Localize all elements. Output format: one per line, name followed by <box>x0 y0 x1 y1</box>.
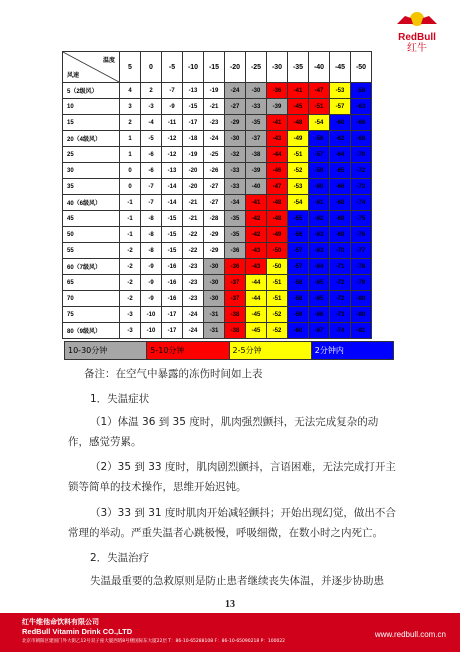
windchill-cell: -26 <box>204 163 225 179</box>
windchill-cell: -32 <box>225 147 246 163</box>
windchill-cell: -77 <box>351 243 372 259</box>
windchill-cell: -42 <box>246 227 267 243</box>
windchill-cell: -60 <box>330 115 351 131</box>
windchill-cell: -72 <box>351 163 372 179</box>
windchill-cell: -51 <box>267 291 288 307</box>
windchill-cell: -13 <box>162 163 183 179</box>
windchill-cell: -58 <box>288 275 309 291</box>
windchill-cell: -41 <box>246 195 267 211</box>
windchill-cell: -18 <box>183 131 204 147</box>
windchill-cell: -68 <box>330 195 351 211</box>
wind-speed-cell: 50 <box>63 227 120 243</box>
windchill-cell: -20 <box>183 163 204 179</box>
windchill-cell: -24 <box>204 131 225 147</box>
wind-speed-cell: 40（6级风） <box>63 195 120 211</box>
windchill-cell: -51 <box>309 99 330 115</box>
windchill-cell: -22 <box>183 243 204 259</box>
windchill-cell: -7 <box>141 195 162 211</box>
windchill-cell: -44 <box>267 147 288 163</box>
windchill-cell: -45 <box>288 99 309 115</box>
windchill-cell: -36 <box>267 83 288 99</box>
windchill-cell: -8 <box>141 211 162 227</box>
windchill-cell: -16 <box>162 259 183 275</box>
legend-item: 5-10分钟 <box>147 342 229 359</box>
windchill-cell: -23 <box>204 115 225 131</box>
table-row <box>63 99 372 115</box>
windchill-cell: -17 <box>162 307 183 323</box>
temp-header-cell: 5 <box>120 52 141 83</box>
windchill-cell: -53 <box>288 179 309 195</box>
windchill-cell: -65 <box>330 163 351 179</box>
windchill-cell: -47 <box>309 83 330 99</box>
windchill-cell: -38 <box>246 147 267 163</box>
windchill-cell: -49 <box>267 227 288 243</box>
windchill-cell: -36 <box>225 259 246 275</box>
windchill-cell: -52 <box>267 307 288 323</box>
windchill-cell: -52 <box>288 163 309 179</box>
windchill-cell: -35 <box>246 115 267 131</box>
windchill-cell: -19 <box>204 83 225 99</box>
windchill-cell: -16 <box>162 275 183 291</box>
windchill-cell: -29 <box>204 243 225 259</box>
windchill-cell: 2 <box>120 115 141 131</box>
windchill-cell: -15 <box>162 211 183 227</box>
paragraph: （3）33 到 31 度时肌肉开始减轻颤抖；开始出现幻觉，做出不合常理的举动。严重失温者心跳极慢，呼吸细微，在数小时之内死亡。 <box>68 507 396 539</box>
windchill-cell: -57 <box>309 147 330 163</box>
windchill-cell: -54 <box>309 115 330 131</box>
windchill-cell: -80 <box>351 291 372 307</box>
windchill-cell: -58 <box>288 291 309 307</box>
legend-item: 2-5分钟 <box>230 342 312 359</box>
logo-brand: RedBull <box>398 32 436 43</box>
windchill-cell: -46 <box>267 163 288 179</box>
table-row <box>63 275 372 291</box>
windchill-cell: -2 <box>120 291 141 307</box>
windchill-cell: -42 <box>246 211 267 227</box>
windchill-cell: -43 <box>246 259 267 275</box>
windchill-cell: -52 <box>267 323 288 339</box>
wind-speed-cell: 70 <box>63 291 120 307</box>
windchill-cell: -74 <box>330 323 351 339</box>
windchill-cell: -3 <box>120 307 141 323</box>
redbull-logo <box>388 8 446 54</box>
table-row <box>63 131 372 147</box>
legend-item: 2分钟内 <box>312 342 393 359</box>
windchill-cell: -65 <box>309 275 330 291</box>
windchill-cell: -62 <box>309 211 330 227</box>
footer-company-cn: 红牛维他命饮料有限公司 <box>22 618 99 626</box>
windchill-cell: -37 <box>246 131 267 147</box>
windchill-cell: -63 <box>351 99 372 115</box>
windchill-cell: -9 <box>141 291 162 307</box>
windchill-cell: -50 <box>267 259 288 275</box>
wind-speed-cell: 55 <box>63 243 120 259</box>
windchill-cell: -44 <box>246 275 267 291</box>
windchill-cell: -2 <box>120 243 141 259</box>
windchill-cell: -69 <box>330 211 351 227</box>
windchill-cell: -76 <box>351 227 372 243</box>
temp-header-cell: -5 <box>162 52 183 83</box>
windchill-cell: -1 <box>120 195 141 211</box>
windchill-cell: -10 <box>141 323 162 339</box>
windchill-cell: -66 <box>330 179 351 195</box>
windchill-cell: -33 <box>225 179 246 195</box>
windchill-cell: -14 <box>162 195 183 211</box>
wind-speed-cell: 45 <box>63 211 120 227</box>
windchill-cell: 3 <box>120 99 141 115</box>
footer-website[interactable]: www.redbull.com.cn <box>374 630 446 639</box>
windchill-cell: -48 <box>267 195 288 211</box>
paragraph: （1）体温 36 到 35 度时，肌肉强烈颤抖，无法完成复杂的动作，感觉劳累。 <box>68 416 379 448</box>
windchill-cell: -21 <box>183 211 204 227</box>
table-row <box>63 83 372 99</box>
windchill-cell: -47 <box>267 179 288 195</box>
windchill-cell: -7 <box>162 83 183 99</box>
header-temp: 温度 <box>102 58 115 64</box>
wind-speed-cell: 80（9级风） <box>63 323 120 339</box>
windchill-cell: -33 <box>246 99 267 115</box>
windchill-cell: -54 <box>288 195 309 211</box>
windchill-cell: -34 <box>225 195 246 211</box>
windchill-cell: -17 <box>162 323 183 339</box>
windchill-cell: -59 <box>288 307 309 323</box>
windchill-cell: -30 <box>204 275 225 291</box>
windchill-cell: -10 <box>141 307 162 323</box>
windchill-cell: -23 <box>183 275 204 291</box>
windchill-cell: -50 <box>267 243 288 259</box>
wind-speed-cell: 60（7级风） <box>63 259 120 275</box>
temp-header-cell: -30 <box>267 52 288 83</box>
windchill-cell: -69 <box>330 227 351 243</box>
windchill-cell: -58 <box>351 83 372 99</box>
wind-speed-cell: 35 <box>63 179 120 195</box>
footer-company-en: RedBull Vitamin Drink CO.,LTD <box>22 627 133 636</box>
windchill-cell: 0 <box>120 179 141 195</box>
windchill-cell: -31 <box>204 307 225 323</box>
windchill-cell: -70 <box>351 147 372 163</box>
paragraph: 失温最重要的急救原则是防止患者继续丧失体温，并逐步协助患 <box>90 575 384 587</box>
windchill-cell: -45 <box>246 323 267 339</box>
temp-header-cell: -20 <box>225 52 246 83</box>
windchill-cell: -27 <box>225 99 246 115</box>
table-corner <box>63 52 120 83</box>
windchill-cell: -6 <box>141 147 162 163</box>
page-number: 13 <box>225 599 235 610</box>
windchill-cell: -48 <box>288 115 309 131</box>
windchill-cell: -43 <box>267 131 288 147</box>
temp-header-cell: -45 <box>330 52 351 83</box>
windchill-cell: -33 <box>225 163 246 179</box>
windchill-cell: 2 <box>141 83 162 99</box>
windchill-cell: -75 <box>351 211 372 227</box>
windchill-cell: -30 <box>204 259 225 275</box>
windchill-cell: -20 <box>183 179 204 195</box>
windchill-cell: -15 <box>183 99 204 115</box>
table-row <box>63 227 372 243</box>
table-row <box>63 323 372 339</box>
windchill-cell: -12 <box>162 147 183 163</box>
table-row <box>63 179 372 195</box>
windchill-cell: -21 <box>204 99 225 115</box>
windchill-cell: -38 <box>225 307 246 323</box>
windchill-cell: -59 <box>309 163 330 179</box>
windchill-cell: -39 <box>246 163 267 179</box>
windchill-cell: -72 <box>330 291 351 307</box>
temp-header-cell: -25 <box>246 52 267 83</box>
table-row <box>63 243 372 259</box>
windchill-cell: 1 <box>120 147 141 163</box>
windchill-cell: 4 <box>120 83 141 99</box>
windchill-cell: -11 <box>162 115 183 131</box>
windchill-cell: -9 <box>162 99 183 115</box>
windchill-cell: -74 <box>351 195 372 211</box>
windchill-cell: -66 <box>309 307 330 323</box>
windchill-table <box>62 51 372 339</box>
windchill-cell: -55 <box>288 211 309 227</box>
windchill-cell: -30 <box>246 83 267 99</box>
windchill-cell: -66 <box>351 115 372 131</box>
windchill-cell: -73 <box>330 307 351 323</box>
windchill-cell: -19 <box>183 147 204 163</box>
windchill-cell: -70 <box>330 243 351 259</box>
heading-symptoms: 1．失温症状 <box>90 393 150 405</box>
logo-cn: 红牛 <box>407 43 427 54</box>
windchill-cell: -15 <box>162 227 183 243</box>
windchill-cell: -53 <box>330 83 351 99</box>
windchill-cell: -67 <box>309 323 330 339</box>
windchill-cell: -6 <box>141 163 162 179</box>
windchill-cell: -57 <box>288 243 309 259</box>
windchill-cell: -51 <box>267 275 288 291</box>
windchill-cell: -36 <box>225 243 246 259</box>
wind-speed-cell: 25 <box>63 147 120 163</box>
windchill-cell: -22 <box>183 227 204 243</box>
temp-header-cell: -15 <box>204 52 225 83</box>
windchill-cell: -12 <box>162 131 183 147</box>
legend-item: 10-30分钟 <box>65 342 147 359</box>
windchill-cell: -56 <box>288 227 309 243</box>
windchill-cell: -7 <box>141 179 162 195</box>
windchill-cell: -4 <box>141 115 162 131</box>
table-row <box>63 291 372 307</box>
windchill-cell: -61 <box>309 195 330 211</box>
footer <box>0 613 460 652</box>
windchill-cell: -62 <box>330 131 351 147</box>
wind-speed-cell: 15 <box>63 115 120 131</box>
table-row <box>63 259 372 275</box>
windchill-cell: -37 <box>225 291 246 307</box>
windchill-cell: -3 <box>141 99 162 115</box>
wind-speed-cell: 10 <box>63 99 120 115</box>
legend <box>64 341 394 360</box>
windchill-cell: -28 <box>204 211 225 227</box>
windchill-cell: -17 <box>183 115 204 131</box>
temp-header-cell: -35 <box>288 52 309 83</box>
windchill-cell: -1 <box>120 227 141 243</box>
wind-speed-cell: 30 <box>63 163 120 179</box>
windchill-cell: -21 <box>183 195 204 211</box>
windchill-cell: 1 <box>120 131 141 147</box>
windchill-cell: -29 <box>225 115 246 131</box>
windchill-cell: -80 <box>351 307 372 323</box>
windchill-cell: -9 <box>141 275 162 291</box>
windchill-cell: -73 <box>351 179 372 195</box>
heading-treatment: 2．失温治疗 <box>90 552 150 564</box>
windchill-cell: -49 <box>288 131 309 147</box>
windchill-cell: -2 <box>120 259 141 275</box>
windchill-cell: -15 <box>162 243 183 259</box>
windchill-cell: -64 <box>309 259 330 275</box>
temp-header-cell: -40 <box>309 52 330 83</box>
windchill-cell: -8 <box>141 243 162 259</box>
windchill-cell: -64 <box>330 147 351 163</box>
temp-header-cell: -10 <box>183 52 204 83</box>
windchill-cell: -41 <box>288 83 309 99</box>
windchill-cell: -8 <box>141 227 162 243</box>
windchill-cell: -63 <box>309 243 330 259</box>
windchill-cell: -38 <box>225 323 246 339</box>
wind-speed-cell: 65 <box>63 275 120 291</box>
wind-speed-cell: 5（2级风） <box>63 83 120 99</box>
windchill-cell: -3 <box>120 323 141 339</box>
windchill-cell: -24 <box>183 323 204 339</box>
header-wind: 风速 <box>67 73 80 79</box>
table-row <box>63 163 372 179</box>
windchill-cell: -78 <box>351 259 372 275</box>
windchill-cell: -29 <box>204 227 225 243</box>
wind-speed-cell: 20（4级风） <box>63 131 120 147</box>
windchill-cell: -24 <box>225 83 246 99</box>
windchill-cell: -60 <box>288 323 309 339</box>
windchill-cell: -27 <box>204 195 225 211</box>
windchill-cell: -16 <box>162 291 183 307</box>
windchill-cell: -65 <box>309 291 330 307</box>
windchill-cell: -43 <box>246 243 267 259</box>
windchill-cell: -25 <box>204 147 225 163</box>
bull-logo-icon <box>395 8 439 32</box>
table-row <box>63 195 372 211</box>
windchill-cell: -13 <box>183 83 204 99</box>
paragraph: （2）35 到 33 度时，肌肉剧烈颤抖，言语困难，无法完成打开主锁等简单的技术操作，思维开始迟钝。 <box>68 461 396 493</box>
windchill-cell: -35 <box>225 227 246 243</box>
windchill-cell: -41 <box>267 115 288 131</box>
windchill-cell: 0 <box>120 163 141 179</box>
temp-header-cell: 0 <box>141 52 162 83</box>
windchill-cell: -24 <box>183 307 204 323</box>
table-row <box>63 147 372 163</box>
windchill-cell: -9 <box>141 259 162 275</box>
windchill-cell: -30 <box>204 291 225 307</box>
windchill-cell: -60 <box>309 179 330 195</box>
temp-header-cell: -50 <box>351 52 372 83</box>
windchill-cell: -71 <box>330 259 351 275</box>
table-row <box>63 115 372 131</box>
windchill-cell: -81 <box>351 323 372 339</box>
windchill-cell: -5 <box>141 131 162 147</box>
windchill-cell: -27 <box>204 179 225 195</box>
table-row <box>63 211 372 227</box>
windchill-cell: -1 <box>120 211 141 227</box>
windchill-cell: -30 <box>225 131 246 147</box>
table-header-row <box>63 52 372 83</box>
windchill-cell: -40 <box>246 179 267 195</box>
windchill-cell: -56 <box>309 131 330 147</box>
windchill-cell: -68 <box>351 131 372 147</box>
windchill-cell: -51 <box>288 147 309 163</box>
table-row <box>63 307 372 323</box>
windchill-cell: -72 <box>330 275 351 291</box>
windchill-cell: -79 <box>351 275 372 291</box>
windchill-cell: -37 <box>225 275 246 291</box>
windchill-cell: -31 <box>204 323 225 339</box>
footer-address: 北京市朝阳区建国门外大街乙12号双子座大厦西塔8号楼国际东大厦22层 T：86-10-65288108 F：86-10-65090218 P：100022 <box>22 639 286 644</box>
remark: 备注：在空气中暴露的冻伤时间如上表 <box>84 368 263 380</box>
windchill-cell: -57 <box>330 99 351 115</box>
windchill-cell: -45 <box>246 307 267 323</box>
windchill-cell: -48 <box>267 211 288 227</box>
wind-speed-cell: 75 <box>63 307 120 323</box>
windchill-cell: -63 <box>309 227 330 243</box>
windchill-cell: -14 <box>162 179 183 195</box>
windchill-cell: -23 <box>183 291 204 307</box>
windchill-cell: -39 <box>267 99 288 115</box>
windchill-cell: -35 <box>225 211 246 227</box>
windchill-cell: -23 <box>183 259 204 275</box>
windchill-cell: -44 <box>246 291 267 307</box>
windchill-cell: -57 <box>288 259 309 275</box>
windchill-cell: -2 <box>120 275 141 291</box>
